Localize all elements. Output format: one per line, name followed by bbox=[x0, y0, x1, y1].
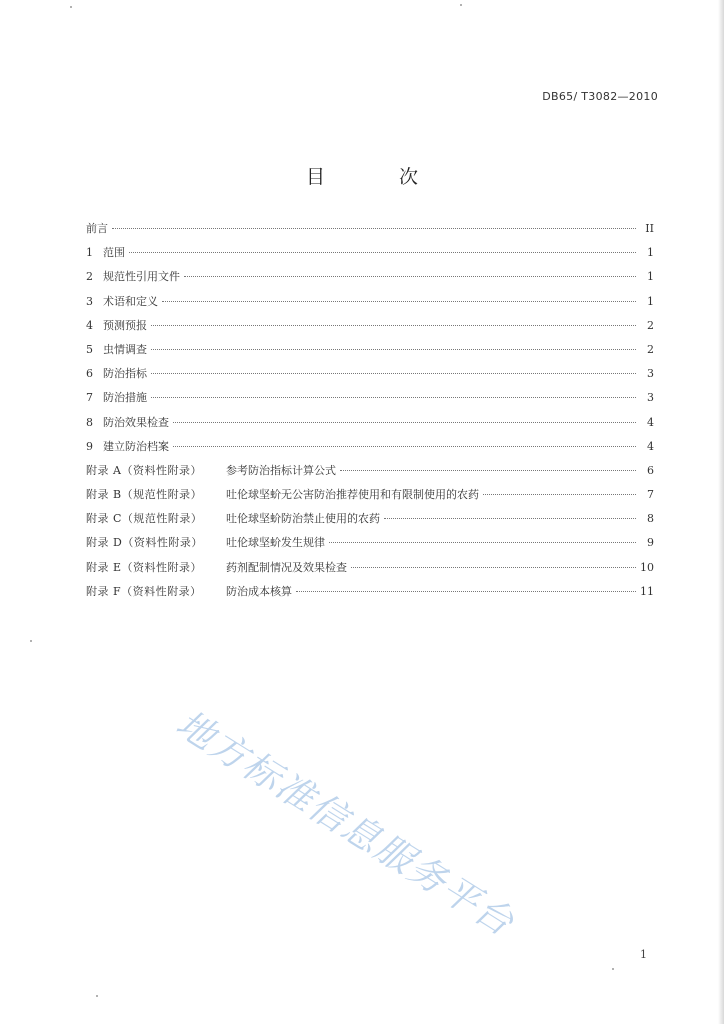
toc-entry-effect-check[interactable] bbox=[86, 414, 654, 438]
toc-entry-page: 1 bbox=[647, 270, 654, 284]
toc-entry-label: 防治效果检查 bbox=[103, 415, 169, 429]
toc-entry-annex-a[interactable] bbox=[86, 462, 654, 486]
toc-entry-page: 4 bbox=[647, 415, 654, 429]
toc-leader-dots bbox=[162, 301, 636, 302]
toc-entry-annex-d[interactable] bbox=[86, 534, 654, 558]
toc-leader-dots bbox=[351, 567, 636, 568]
toc-entry-label: 吐伦球坚蚧无公害防治推荐使用和有限制使用的农药 bbox=[226, 488, 479, 502]
toc-entry-number: 7 bbox=[86, 391, 93, 405]
toc-entry-page: II bbox=[645, 222, 654, 235]
toc-entry-page: 1 bbox=[647, 294, 654, 308]
toc-entry-label: 吐伦球坚蚧发生规律 bbox=[226, 536, 325, 550]
toc-leader-dots bbox=[173, 446, 636, 447]
toc-entry-label: 术语和定义 bbox=[103, 294, 158, 308]
toc-entry-label: 前言 bbox=[86, 222, 108, 235]
toc-leader-dots bbox=[112, 228, 636, 229]
toc-entry-number: 8 bbox=[86, 415, 93, 429]
toc-entry-page: 1 bbox=[647, 246, 654, 260]
scan-speck bbox=[460, 4, 462, 6]
toc-entry-page: 8 bbox=[647, 512, 654, 526]
toc-entry-number: 9 bbox=[86, 439, 93, 453]
toc-leader-dots bbox=[483, 494, 636, 495]
toc-annex-type: 附录 F（资料性附录） bbox=[86, 584, 202, 598]
toc-entry-label: 建立防治档案 bbox=[103, 439, 169, 453]
scan-speck bbox=[30, 640, 32, 642]
toc-entry-label: 防治措施 bbox=[103, 391, 147, 405]
toc-entry-label: 参考防治指标计算公式 bbox=[226, 463, 336, 477]
toc-entry-page: 10 bbox=[640, 560, 654, 574]
toc-entry-forecast[interactable] bbox=[86, 317, 654, 341]
toc-entry-page: 3 bbox=[647, 391, 654, 405]
toc-leader-dots bbox=[184, 276, 636, 277]
toc-leader-dots bbox=[296, 591, 636, 592]
toc-annex-type: 附录 D（资料性附录） bbox=[86, 536, 203, 550]
toc-leader-dots bbox=[173, 422, 636, 423]
toc-annex-type: 附录 C（规范性附录） bbox=[86, 512, 203, 526]
toc-entry-number: 6 bbox=[86, 367, 93, 381]
toc-entry-annex-c[interactable] bbox=[86, 510, 654, 534]
toc-annex-type: 附录 A（资料性附录） bbox=[86, 463, 202, 477]
scan-edge-shadow bbox=[718, 0, 724, 1024]
toc-entry-annex-e[interactable] bbox=[86, 559, 654, 583]
toc-entry-page: 3 bbox=[647, 367, 654, 381]
toc-entry-control-measures[interactable] bbox=[86, 389, 654, 413]
toc-entry-page: 7 bbox=[647, 488, 654, 502]
watermark: 地方标准信息服务平台 bbox=[168, 701, 523, 945]
toc-entry-label: 防治指标 bbox=[103, 367, 147, 381]
toc-leader-dots bbox=[151, 397, 636, 398]
scan-speck bbox=[96, 995, 98, 997]
toc-entry-label: 防治成本核算 bbox=[226, 584, 292, 598]
toc-entry-archives[interactable] bbox=[86, 438, 654, 462]
toc-entry-label: 吐伦球坚蚧防治禁止使用的农药 bbox=[226, 512, 380, 526]
toc-entry-scope[interactable] bbox=[86, 244, 654, 268]
scan-speck bbox=[70, 6, 72, 8]
toc-leader-dots bbox=[151, 325, 636, 326]
toc-entry-page: 6 bbox=[647, 463, 654, 477]
toc-entry-foreword[interactable] bbox=[86, 220, 654, 244]
toc-leader-dots bbox=[384, 518, 636, 519]
toc-leader-dots bbox=[129, 252, 636, 253]
toc-entry-label: 规范性引用文件 bbox=[103, 270, 180, 284]
toc-entry-page: 2 bbox=[647, 342, 654, 356]
toc-leader-dots bbox=[340, 470, 636, 471]
scan-speck bbox=[612, 968, 614, 970]
toc-entry-page: 11 bbox=[640, 584, 654, 598]
toc-title: 目 次 bbox=[305, 166, 453, 188]
toc-entry-normative-references[interactable] bbox=[86, 268, 654, 292]
toc-entry-number: 2 bbox=[86, 270, 93, 284]
toc-entry-terms[interactable] bbox=[86, 293, 654, 317]
document-code: DB65/ T3082—2010 bbox=[542, 90, 658, 103]
toc-entry-number: 3 bbox=[86, 294, 93, 308]
toc-entry-control-index[interactable] bbox=[86, 365, 654, 389]
toc-entry-annex-f[interactable] bbox=[86, 583, 654, 607]
toc-entry-annex-b[interactable] bbox=[86, 486, 654, 510]
toc-entry-number: 1 bbox=[86, 246, 93, 260]
toc-entry-label: 虫情调查 bbox=[103, 342, 147, 356]
toc-entry-number: 4 bbox=[86, 318, 93, 332]
toc-entry-pest-survey[interactable] bbox=[86, 341, 654, 365]
toc-leader-dots bbox=[151, 373, 636, 374]
toc-leader-dots bbox=[329, 542, 636, 543]
toc-entry-page: 4 bbox=[647, 439, 654, 453]
toc-entry-label: 预测预报 bbox=[103, 318, 147, 332]
toc-annex-type: 附录 B（规范性附录） bbox=[86, 488, 203, 502]
toc-entry-page: 9 bbox=[647, 536, 654, 550]
table-of-contents bbox=[86, 220, 654, 607]
toc-annex-type: 附录 E（资料性附录） bbox=[86, 560, 203, 574]
toc-leader-dots bbox=[151, 349, 636, 350]
page-number: 1 bbox=[640, 948, 647, 961]
toc-entry-label: 药剂配制情况及效果检查 bbox=[226, 560, 347, 574]
toc-entry-number: 5 bbox=[86, 342, 93, 356]
toc-entry-label: 范围 bbox=[103, 246, 125, 260]
toc-entry-page: 2 bbox=[647, 318, 654, 332]
